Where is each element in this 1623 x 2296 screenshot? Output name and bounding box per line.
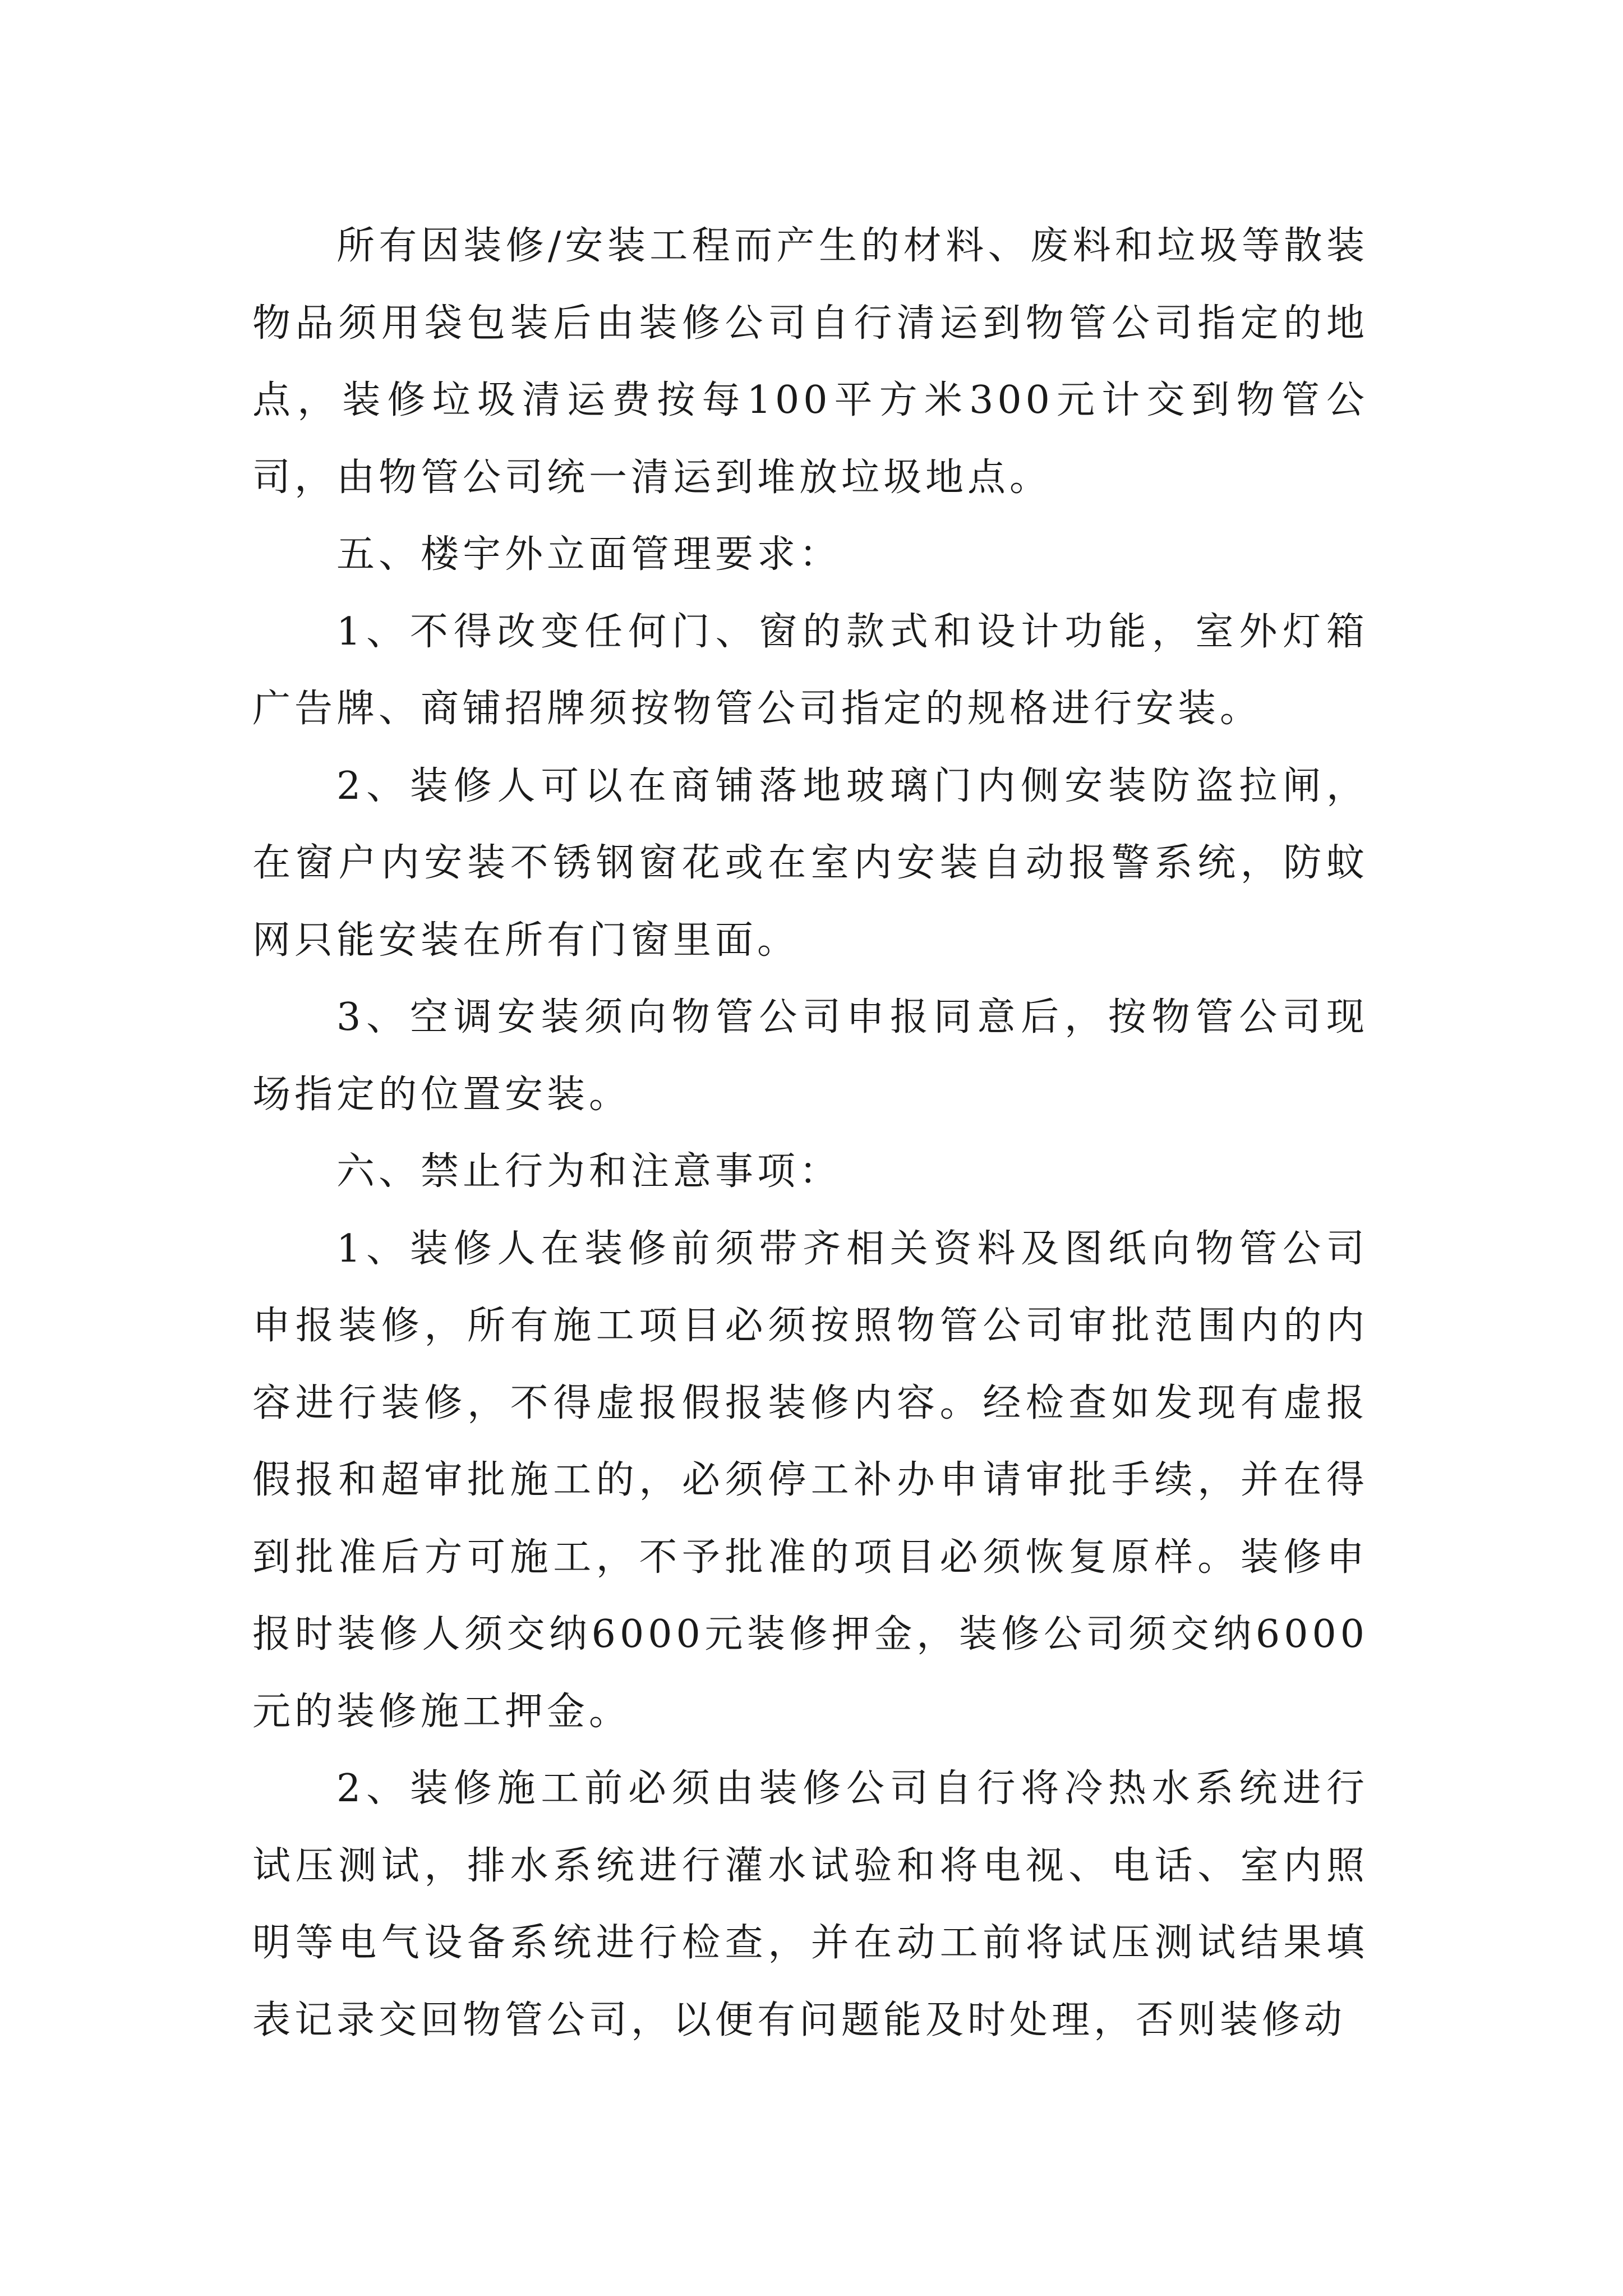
paragraph-prohibition-item-2: 2、装修施工前必须由装修公司自行将冷热水系统进行试压测试，排水系统进行灌水试验和将电视、电话、室内照明等电气设备系统进行检查，并在动工前将试压测试结果填表记录交回物管公司，以便有问题能及时处理，否则装修动	[252, 1766, 1368, 2042]
paragraph-prohibition-item-1: 1、装修人在装修前须带齐相关资料及图纸向物管公司申报装修，所有施工项目必须按照物管公司审批范围内的内容进行装修，不得虚报假报装修内容。经检查如发现有虚报假报和超审批施工的，必须停工补办申请审批手续，并在得到批准后方可施工，不予批准的项目必须恢复原样。装修申报时装修人须交纳6000元装修押金，装修公司须交纳6000元的装修施工押金。	[252, 1226, 1368, 1734]
paragraph-waste-disposal: 所有因装修/安装工程而产生的材料、废料和垃圾等散装物品须用袋包装后由装修公司自行清运到物管公司指定的地点，装修垃圾清运费按每100平方米300元计交到物管公司，由物管公司统一清运到堆放垃圾地点。	[252, 224, 1368, 500]
paragraph-facade-item-1: 1、不得改变任何门、窗的款式和设计功能，室外灯箱广告牌、商铺招牌须按物管公司指定的规格进行安装。	[252, 609, 1368, 731]
paragraph-facade-item-3: 3、空调安装须向物管公司申报同意后，按物管公司现场指定的位置安装。	[252, 995, 1368, 1117]
document-body	[252, 208, 1368, 2059]
section-heading-prohibitions: 六、禁止行为和注意事项：	[336, 1149, 842, 1194]
section-heading-facade: 五、楼宇外立面管理要求：	[336, 532, 842, 577]
paragraph-facade-item-2: 2、装修人可以在商铺落地玻璃门内侧安装防盗拉闸，在窗户内安装不锈钢窗花或在室内安装自动报警系统，防蚊网只能安装在所有门窗里面。	[252, 763, 1368, 963]
